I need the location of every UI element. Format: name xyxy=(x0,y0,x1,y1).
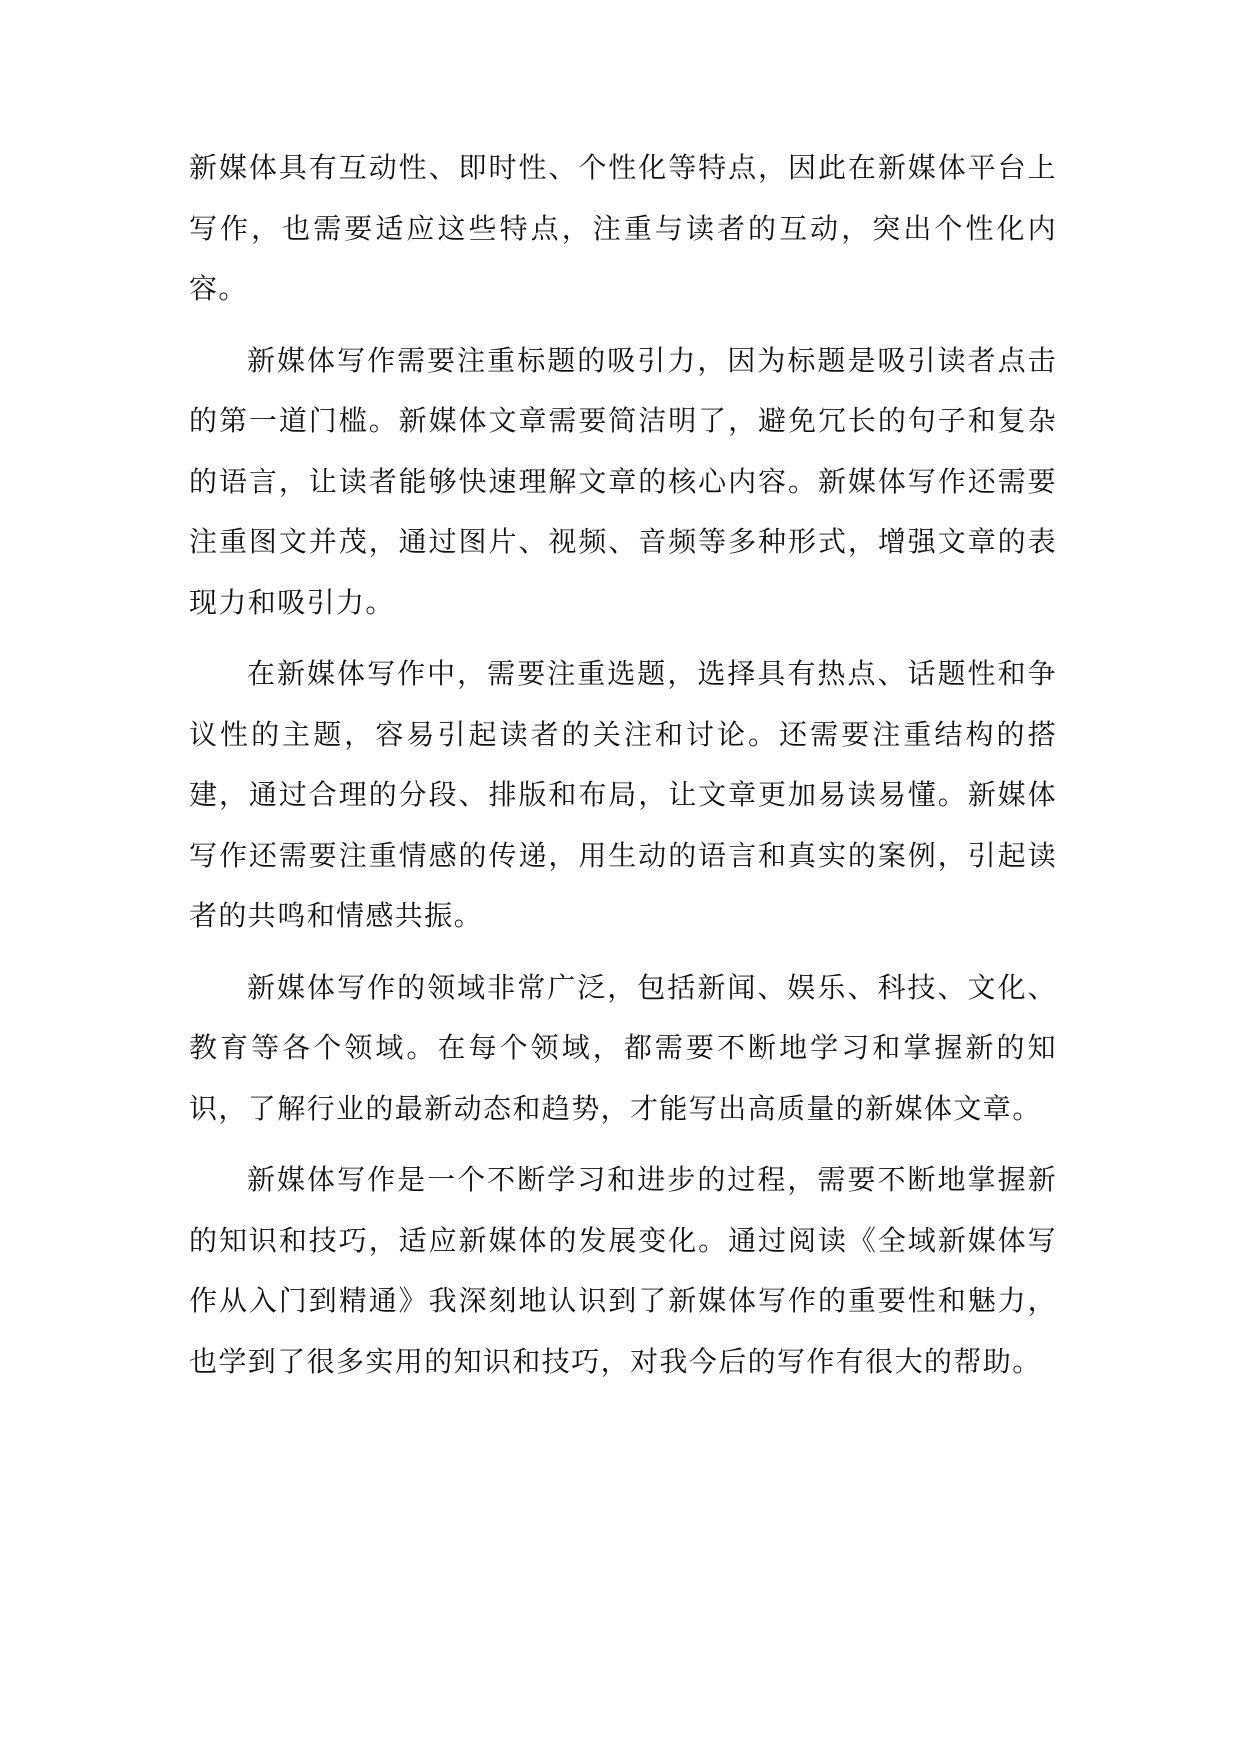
paragraph-5: 新媒体写作是一个不断学习和进步的过程，需要不断地掌握新的知识和技巧，适应新媒体的发展变化。通过阅读《全域新媒体写作从入门到精通》我深刻地认识到了新媒体写作的重要性和魅力，也学到了很多实用的知识和技巧，对我今后的写作有很大的帮助。 xyxy=(189,1163,1057,1378)
paragraph-1: 新媒体具有互动性、即时性、个性化等特点，因此在新媒体平台上写作，也需要适应这些特点，注重与读者的互动，突出个性化内容。 xyxy=(189,151,1057,305)
paragraph-4: 新媒体写作的领域非常广泛，包括新闻、娱乐、科技、文化、教育等各个领域。在每个领域，都需要不断地学习和掌握新的知识，了解行业的最新动态和趋势，才能写出高质量的新媒体文章。 xyxy=(189,970,1057,1125)
paragraph-2: 新媒体写作需要注重标题的吸引力，因为标题是吸引读者点击的第一道门槛。新媒体文章需要简洁明了，避免冗长的句子和复杂的语言，让读者能够快速理解文章的核心内容。新媒体写作还需要注重图文并茂，通过图片、视频、音频等多种形式，增强文章的表现力和吸引力。 xyxy=(189,343,1057,619)
paragraph-3: 在新媒体写作中，需要注重选题，选择具有热点、话题性和争议性的主题，容易引起读者的关注和讨论。还需要注重结构的搭建，通过合理的分段、排版和布局，让文章更加易读易懂。新媒体写作还需要注重情感的传递，用生动的语言和真实的案例，引起读者的共鸣和情感共振。 xyxy=(189,657,1057,932)
document-body xyxy=(189,138,1057,1403)
